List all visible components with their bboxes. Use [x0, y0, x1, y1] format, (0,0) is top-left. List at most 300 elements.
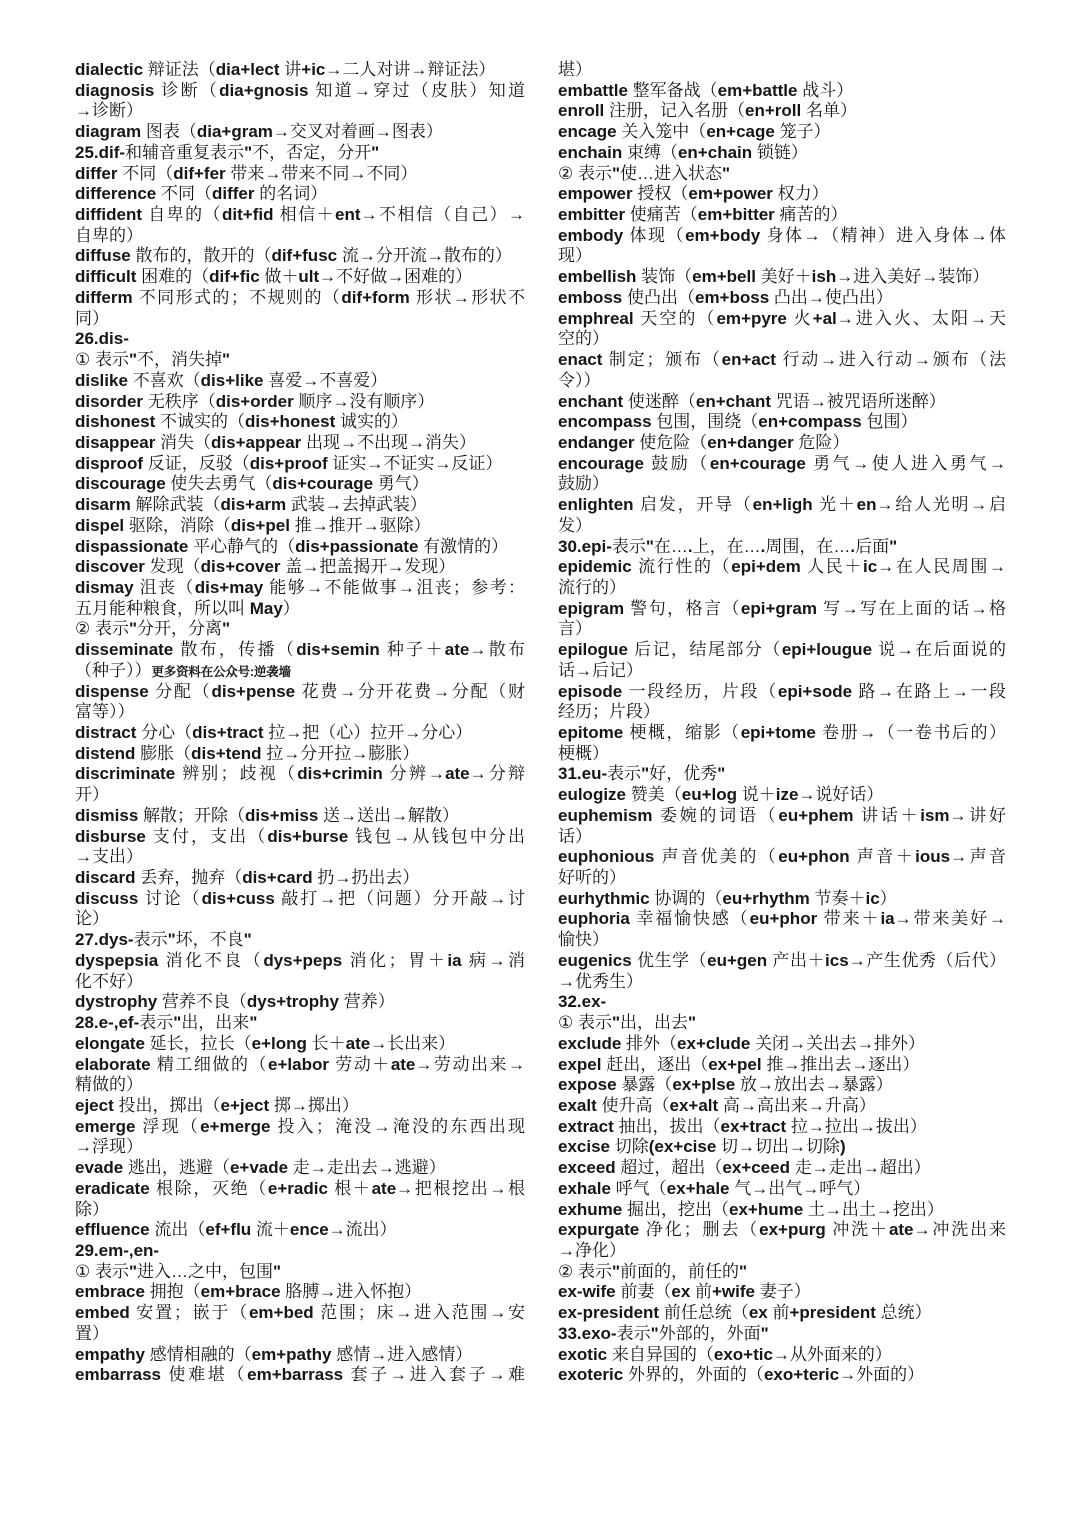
chinese-text: 好，优秀 — [649, 764, 718, 784]
line-text — [558, 226, 1006, 245]
latin-text: enact — [558, 350, 609, 370]
latin-text: " — [889, 536, 898, 556]
line-text — [558, 806, 1006, 825]
text-line — [75, 744, 525, 765]
text-line — [75, 1179, 525, 1200]
latin-text: euphoria — [558, 909, 637, 929]
latin-text: endanger — [558, 432, 640, 452]
text-line — [558, 827, 1006, 848]
vocab-entry — [558, 640, 1006, 681]
text-line — [75, 143, 525, 164]
chinese-text: 浮现（ — [142, 1116, 201, 1136]
vocab-entry — [75, 1303, 525, 1344]
line-text — [558, 60, 592, 79]
vocab-entry — [75, 246, 525, 267]
text-line — [558, 557, 1006, 578]
text-line — [558, 889, 1006, 910]
line-text — [75, 1117, 525, 1136]
chinese-text: 同） — [75, 308, 109, 328]
latin-text: eulogize — [558, 785, 631, 805]
vocab-entry — [75, 951, 525, 992]
chinese-text: 推→推开→驱除） — [294, 515, 431, 535]
latin-text: disappear — [75, 432, 161, 452]
vocab-entry — [75, 889, 525, 930]
chinese-text: 拉→分开拉→膨胀） — [266, 743, 420, 763]
text-line — [558, 723, 1006, 744]
vocab-entry — [75, 868, 525, 889]
line-text — [75, 101, 143, 120]
text-line — [75, 1034, 525, 1055]
line-text — [558, 1137, 846, 1156]
chinese-text: 形状→形状不 — [415, 287, 526, 307]
latin-text: dis+appear — [211, 432, 307, 452]
chinese-text: 平心静气的（ — [193, 536, 296, 556]
chinese-text: 营养不良（ — [161, 992, 247, 1012]
latin-text: diagnosis — [75, 80, 162, 100]
latin-text: ex — [748, 1303, 773, 1323]
line-text — [558, 909, 1006, 928]
latin-text: eu+log — [681, 785, 742, 805]
latin-text: ef+flu — [205, 1220, 256, 1240]
line-text — [558, 640, 1006, 659]
chinese-text: 出，出去 — [620, 1013, 689, 1033]
chinese-text: 战斗） — [802, 80, 854, 100]
chinese-text: →进入美好→装饰） — [836, 267, 990, 287]
chinese-text: 外部的，外面 — [658, 1323, 761, 1343]
text-line — [75, 661, 525, 682]
section-heading — [75, 329, 525, 350]
line-text — [75, 764, 525, 783]
chinese-text: 呼气（ — [615, 1178, 667, 1198]
latin-text: en+cage — [706, 122, 780, 142]
chinese-text: 在… — [653, 536, 688, 556]
chinese-text: 精工细做的（ — [156, 1054, 269, 1074]
latin-text: " — [222, 350, 231, 370]
latin-text: dis+semin — [296, 640, 387, 660]
latin-text: 32.ex- — [558, 992, 607, 1012]
latin-text: embody — [558, 225, 630, 245]
latin-text: " — [688, 1013, 697, 1033]
line-text — [75, 909, 109, 928]
text-line — [558, 516, 1006, 537]
vocab-entry — [558, 889, 1006, 910]
text-line — [75, 557, 525, 578]
chinese-text: 困难的（ — [141, 267, 210, 287]
latin-text: effluence — [75, 1220, 155, 1240]
latin-text: ex+pel — [708, 1054, 767, 1074]
latin-text: dismay — [75, 577, 140, 597]
line-text — [75, 1345, 472, 1364]
line-text — [75, 557, 455, 576]
text-line — [75, 909, 525, 930]
chinese-text: 危险） — [798, 432, 850, 452]
latin-text: May — [245, 598, 283, 618]
latin-text: exceed — [558, 1158, 621, 1178]
vocab-entry — [558, 433, 1006, 454]
text-line — [75, 122, 525, 143]
latin-text: 25.dif- — [75, 142, 126, 162]
line-text — [558, 205, 848, 224]
line-text — [558, 122, 831, 141]
latin-text: ex+purg — [759, 1220, 833, 1240]
chinese-text: →外面的） — [839, 1365, 925, 1385]
chinese-text: 整军备战（ — [632, 80, 718, 100]
text-line — [558, 744, 1006, 765]
chinese-text: 讲 — [284, 60, 302, 79]
chinese-text: 不，消失掉 — [137, 350, 223, 370]
latin-text: dis+like — [200, 370, 269, 390]
line-text — [75, 682, 525, 701]
latin-text: . — [760, 536, 766, 556]
chinese-text: 坏，不良 — [175, 930, 244, 950]
line-text — [558, 267, 989, 286]
chinese-text: 后记，结尾部分（ — [634, 640, 782, 660]
text-line — [558, 143, 1006, 164]
vocab-entry — [558, 682, 1006, 723]
text-line — [75, 1220, 525, 1241]
latin-text: ate — [445, 764, 470, 784]
line-text — [75, 1158, 446, 1177]
vocab-entry — [558, 1282, 1006, 1303]
chinese-text: 发） — [558, 515, 592, 535]
line-text — [558, 329, 609, 348]
text-line — [558, 537, 1006, 558]
latin-text: en+ligh — [752, 495, 820, 515]
latin-text: dislike — [75, 370, 133, 390]
latin-text: embrace — [75, 1282, 150, 1302]
latin-text: discard — [75, 868, 141, 888]
line-text — [558, 785, 883, 804]
chinese-text: 切→切出→切除 — [721, 1137, 841, 1157]
entry-continuation — [558, 60, 1006, 81]
chinese-text: 使…进入状态 — [620, 163, 723, 183]
text-line — [558, 661, 1006, 682]
latin-text: eugenics — [558, 950, 637, 970]
chinese-text: 前任总统（ — [663, 1303, 749, 1323]
text-line — [75, 1241, 525, 1262]
subsection-heading — [75, 619, 525, 640]
chinese-text: 前 — [772, 1303, 790, 1323]
vocab-entry — [75, 1055, 525, 1096]
chinese-text: 无秩序（ — [147, 391, 216, 411]
chinese-text: ） — [879, 888, 897, 908]
text-line — [558, 785, 1006, 806]
line-text — [558, 619, 592, 638]
line-text — [75, 1282, 421, 1301]
line-text — [558, 1282, 811, 1301]
line-text — [558, 454, 1006, 473]
text-line — [558, 1055, 1006, 1076]
chinese-text: 根＋ — [334, 1178, 372, 1198]
latin-text: embitter — [558, 205, 630, 225]
line-text — [558, 371, 601, 390]
latin-text: exclude — [558, 1033, 627, 1053]
latin-text: " — [243, 930, 252, 950]
line-text — [75, 1075, 143, 1094]
line-text — [75, 143, 379, 162]
line-text — [558, 101, 857, 120]
vocab-entry — [75, 537, 525, 558]
text-line — [558, 164, 1006, 185]
text-line — [75, 1303, 525, 1324]
chinese-text: 表示 — [616, 1323, 651, 1343]
latin-text: eu+phon — [778, 847, 857, 867]
latin-text: exo+tic — [713, 1344, 773, 1364]
latin-text: ate — [390, 1054, 416, 1074]
latin-text: embarrass — [75, 1365, 169, 1385]
vocab-entry — [558, 412, 1006, 433]
latin-text: ia — [880, 909, 895, 929]
latin-text: ex+hume — [728, 1199, 808, 1219]
right-column — [558, 60, 1006, 1386]
chinese-text: 能够→不能做事→沮丧；参考： — [269, 577, 526, 597]
chinese-text: 讲话＋ — [860, 805, 921, 825]
chinese-text: 不同形式的；不规则的（ — [138, 287, 342, 307]
latin-text: " — [760, 1323, 769, 1343]
latin-text: dis+cuss — [201, 888, 282, 908]
vocab-entry — [75, 1365, 525, 1386]
text-line — [75, 1324, 525, 1345]
latin-text: differm — [75, 287, 139, 307]
chinese-text: 名单） — [805, 101, 857, 121]
latin-text: ism — [920, 805, 950, 825]
text-line — [75, 806, 525, 827]
chinese-text: 分辨→ — [389, 764, 446, 784]
chinese-text: 前 — [695, 1282, 712, 1302]
text-line — [75, 1055, 525, 1076]
chinese-text: 装饰（ — [641, 267, 693, 287]
chinese-text: （种子）） — [75, 660, 152, 680]
text-line — [75, 1262, 525, 1283]
chinese-text: ① — [75, 350, 91, 370]
chinese-text: ② — [558, 1261, 574, 1281]
latin-text: difference — [75, 184, 161, 204]
chinese-text: 现） — [558, 246, 592, 266]
chinese-text: 自卑的） — [75, 225, 143, 245]
chinese-text: 安置；嵌于（ — [136, 1303, 249, 1323]
vocab-entry — [558, 1158, 1006, 1179]
text-line — [75, 433, 525, 454]
line-text — [558, 702, 660, 721]
latin-text: em+body — [685, 225, 767, 245]
chinese-text: 散布，传播（ — [180, 640, 297, 660]
subsection-heading — [558, 1013, 1006, 1034]
chinese-text: 盖→把盖揭开→发现） — [285, 557, 456, 577]
vocab-entry — [75, 764, 525, 805]
text-line — [558, 992, 1006, 1013]
vocab-entry — [75, 1158, 525, 1179]
text-line — [75, 785, 525, 806]
line-text — [558, 1179, 870, 1198]
latin-text: em+battle — [717, 80, 803, 100]
text-line — [558, 1034, 1006, 1055]
chinese-text: 净化；删去（ — [645, 1220, 760, 1240]
line-text — [558, 1262, 747, 1281]
chinese-text: 路→在路上→一段 — [858, 681, 1007, 701]
latin-text: 26.dis- — [75, 329, 129, 349]
vocab-entry — [75, 288, 525, 329]
chinese-text: 不诚实的（ — [160, 412, 246, 432]
chinese-text: 丢弃，抛弃（ — [140, 868, 243, 888]
line-text — [558, 288, 893, 307]
text-line — [75, 868, 525, 889]
chinese-text: 说→在后面说的 — [878, 640, 1007, 660]
vocab-entry — [558, 806, 1006, 847]
text-line — [558, 1220, 1006, 1241]
chinese-text: 发现（ — [149, 557, 201, 577]
chinese-text: 注册，记入名册（ — [609, 101, 746, 121]
latin-text: em+barrass — [247, 1365, 351, 1385]
chinese-text: 来自异国的（ — [611, 1344, 714, 1364]
vocab-entry — [75, 392, 525, 413]
text-line — [75, 267, 525, 288]
chinese-text: 妻子） — [759, 1282, 811, 1302]
latin-text: dis+burse — [267, 826, 356, 846]
line-text — [75, 1220, 397, 1239]
line-text — [75, 205, 525, 224]
text-line — [75, 1345, 525, 1366]
chinese-text: 话） — [558, 826, 592, 846]
latin-text: dys+peps — [263, 950, 350, 970]
chinese-text: 支付，支出（ — [152, 826, 268, 846]
chinese-text: 辩证法（ — [147, 60, 216, 79]
chinese-text: →劳动出来→ — [415, 1054, 526, 1074]
latin-text: exalt — [558, 1095, 602, 1115]
line-text — [75, 1179, 525, 1198]
line-text — [558, 392, 946, 411]
latin-text: enchant — [558, 391, 628, 411]
vocab-entry — [75, 806, 525, 827]
latin-text: expose — [558, 1075, 622, 1095]
vocab-entry — [558, 1345, 1006, 1366]
text-line — [75, 992, 525, 1013]
vocab-entry — [75, 371, 525, 392]
text-line — [558, 1345, 1006, 1366]
chinese-text: 勇气） — [377, 474, 429, 494]
chinese-text: 论） — [75, 909, 109, 929]
latin-text: discuss — [75, 888, 145, 908]
chinese-text: 幸福愉快感（ — [636, 909, 750, 929]
chinese-text: 消化不良（ — [165, 950, 264, 970]
text-line — [558, 640, 1006, 661]
chinese-text: 愉快） — [558, 930, 609, 950]
text-line — [75, 702, 525, 723]
chinese-text: 使迷醉（ — [627, 391, 696, 411]
latin-text: excise — [558, 1137, 615, 1157]
latin-text: " — [249, 1013, 258, 1033]
latin-text: ia — [447, 950, 469, 970]
chinese-text: 切除 — [614, 1137, 649, 1157]
text-line — [558, 599, 1006, 620]
vocab-entry — [558, 1200, 1006, 1221]
latin-text: ate — [345, 1033, 371, 1053]
line-text — [75, 847, 143, 866]
line-text — [75, 806, 459, 825]
line-text — [75, 246, 512, 265]
latin-text: dispense — [75, 681, 156, 701]
latin-text: " — [128, 350, 138, 370]
latin-text: embattle — [558, 80, 633, 100]
latin-text: disseminate — [75, 640, 181, 660]
chinese-text: →冲洗出来 — [913, 1220, 1007, 1240]
chinese-text: 使凸出（ — [626, 287, 695, 307]
chinese-text: 流＋ — [255, 1220, 290, 1240]
latin-text: ex+ceed — [722, 1158, 795, 1178]
line-text — [75, 1262, 281, 1281]
text-line — [558, 1324, 1006, 1345]
chinese-text: 话→后记） — [558, 660, 643, 680]
vocab-entry — [75, 1096, 525, 1117]
latin-text: empathy — [75, 1344, 150, 1364]
line-text — [75, 951, 525, 970]
chinese-text: 使危险（ — [639, 432, 708, 452]
chinese-text: 喜爱→不喜爱） — [268, 370, 388, 390]
line-text — [75, 454, 502, 473]
line-text — [558, 889, 897, 908]
text-line — [75, 60, 525, 81]
text-line — [75, 682, 525, 703]
chinese-text: 说＋ — [741, 785, 776, 805]
text-line — [558, 412, 1006, 433]
chinese-text: 分开，分离 — [137, 619, 223, 639]
latin-text: 28.e-,ef- — [75, 1013, 140, 1033]
chinese-text: 开） — [75, 785, 109, 805]
chinese-text: 武装→去掉武装） — [290, 495, 427, 515]
chinese-text: 不同（ — [122, 163, 174, 183]
line-text — [558, 184, 829, 203]
line-text — [75, 744, 419, 763]
chinese-text: →交叉对着画→图表） — [272, 122, 443, 142]
line-text — [75, 474, 429, 493]
vocab-entry — [558, 1365, 1006, 1386]
chinese-text: 病→消 — [468, 950, 526, 970]
latin-text: eu+rhythm — [722, 888, 815, 908]
text-line — [558, 951, 1006, 972]
line-text — [75, 972, 143, 991]
latin-text: dis+courage — [272, 474, 378, 494]
chinese-text: 除） — [75, 1199, 109, 1219]
latin-text: ex+plse — [672, 1075, 740, 1095]
latin-text: epigram — [558, 598, 631, 618]
text-line — [75, 578, 525, 599]
line-text — [75, 164, 417, 183]
chinese-text: 散布的，散开的（ — [135, 246, 272, 266]
chinese-text: 委婉的词语（ — [659, 805, 779, 825]
line-text — [75, 868, 419, 887]
section-heading — [75, 1013, 525, 1034]
latin-text: disarm — [75, 495, 136, 515]
latin-text: " — [128, 619, 138, 639]
text-line — [558, 392, 1006, 413]
latin-text: embed — [75, 1303, 137, 1323]
latin-text: em+bell — [692, 267, 761, 287]
chinese-text: 五月能种粮食，所以叫 — [75, 598, 245, 618]
latin-text: epilogue — [558, 640, 635, 660]
text-line — [558, 1117, 1006, 1138]
vocab-entry — [75, 578, 525, 619]
latin-text: emerge — [75, 1116, 143, 1136]
line-text — [75, 723, 472, 742]
latin-text: dif+fusc — [271, 246, 342, 266]
latin-text: embellish — [558, 267, 642, 287]
chinese-text: 反证，反驳（ — [147, 453, 250, 473]
latin-text: emphreal — [558, 308, 641, 328]
line-text — [75, 433, 476, 452]
chinese-text: 启发，开导（ — [640, 495, 753, 515]
section-heading — [75, 1241, 525, 1262]
latin-text: disorder — [75, 391, 148, 411]
line-text — [75, 1096, 359, 1115]
